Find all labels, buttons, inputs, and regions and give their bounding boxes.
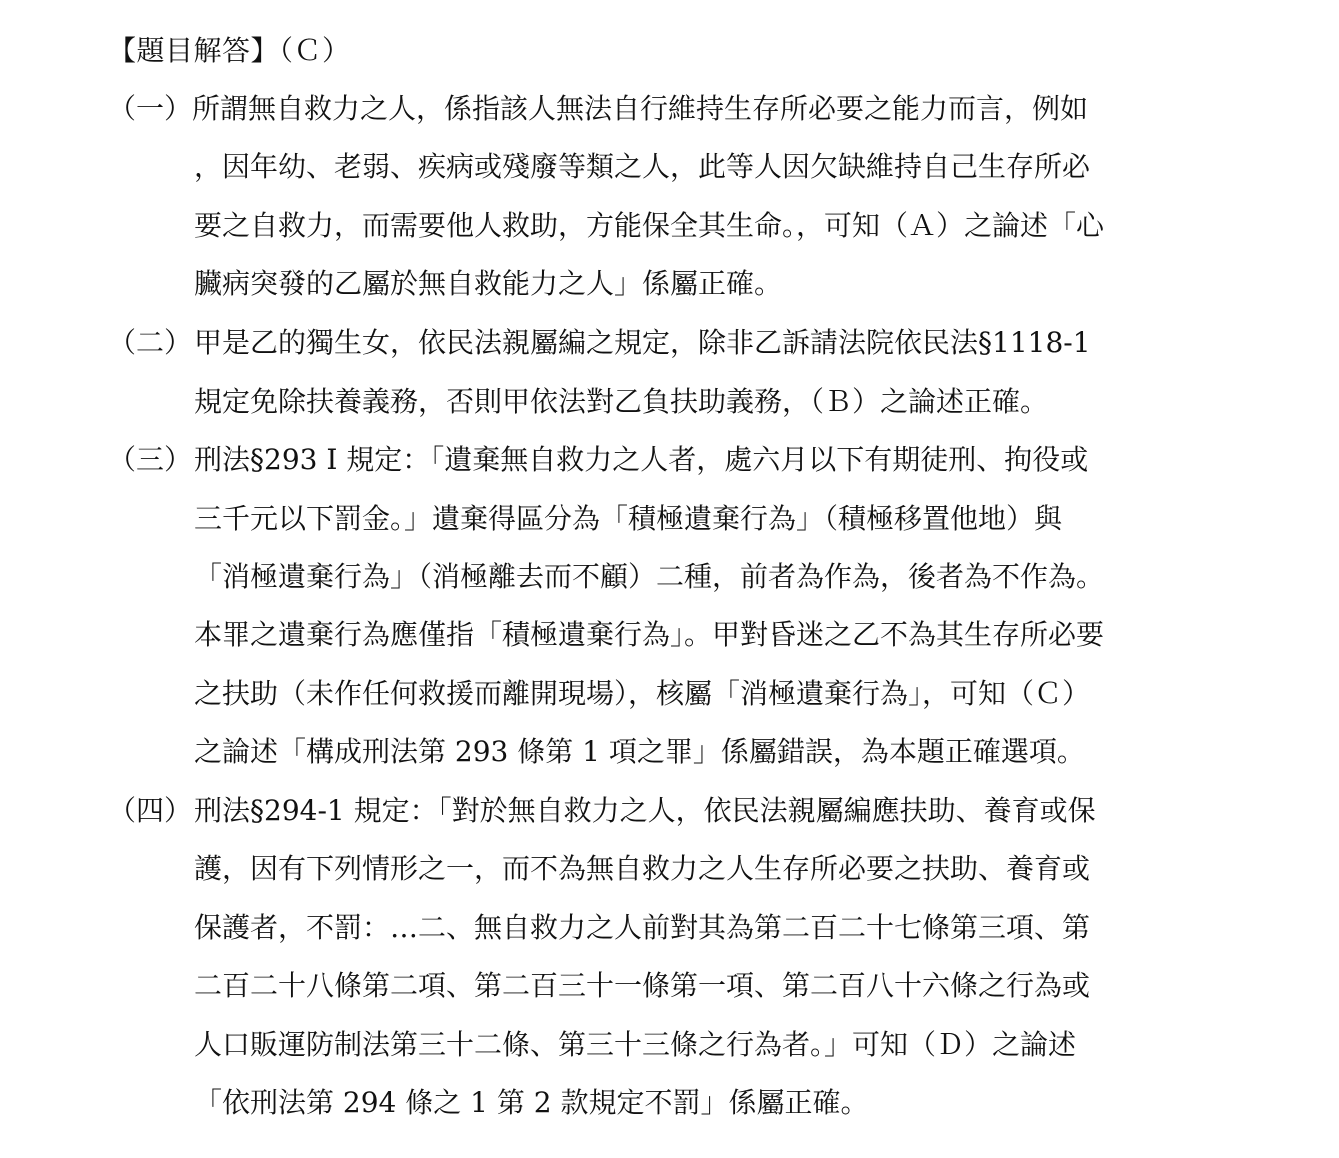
section-4-line-6: 「依刑法第 294 條之 1 第 2 款規定不罰」係屬正確。 xyxy=(194,1086,869,1119)
section-1-marker: （一） xyxy=(108,92,193,125)
section-3-line-5: 之扶助（未作任何救援而離開現場），核屬「消極遺棄行為」，可知（Ｃ） xyxy=(194,677,1091,710)
section-3-line-4: 本罪之遺棄行為應僅指「積極遺棄行為」。甲對昏迷之乙不為其生存所必要 xyxy=(194,618,1105,651)
section-1-line-1: 所謂無自救力之人，係指該人無法自行維持生存所必要之能力而言，例如 xyxy=(192,92,1089,125)
section-2-marker: （二） xyxy=(108,326,193,359)
section-3-line-2: 三千元以下罰金。」遺棄得區分為「積極遺棄行為」（積極移置他地）與 xyxy=(194,502,1063,535)
section-3-line-3: 「消極遺棄行為」（消極離去而不顧）二種，前者為作為，後者為不作為。 xyxy=(194,560,1105,593)
section-4-line-5: 人口販運防制法第三十二條、第三十三條之行為者。」可知（Ｄ）之論述 xyxy=(194,1028,1077,1061)
section-3-line-1: 刑法§293 I 規定：「遺棄無自救力之人者，處六月以下有期徒刑、拘役或 xyxy=(194,443,1089,476)
section-1-line-4: 臟病突發的乙屬於無自救能力之人」係屬正確。 xyxy=(194,267,783,300)
section-4-marker: （四） xyxy=(108,794,193,827)
section-4-line-4: 二百二十八條第二項、第二百三十一條第一項、第二百八十六條之行為或 xyxy=(194,969,1091,1002)
section-4-line-2: 護，因有下列情形之一，而不為無自救力之人生存所必要之扶助、養育或 xyxy=(194,852,1091,885)
answer-title: 【題目解答】（Ｃ） xyxy=(108,34,351,67)
section-3-marker: （三） xyxy=(108,443,193,476)
section-3-line-6: 之論述「構成刑法第 293 條第 1 項之罪」係屬錯誤，為本題正確選項。 xyxy=(194,735,1085,768)
section-2-line-2: 規定免除扶養義務，否則甲依法對乙負扶助義務，（Ｂ）之論述正確。 xyxy=(194,385,1049,418)
section-4-line-1: 刑法§294-1 規定：「對於無自救力之人，依民法親屬編應扶助、養育或保 xyxy=(194,794,1096,827)
section-1-line-3: 要之自救力，而需要他人救助，方能保全其生命。，可知（Ａ）之論述「心 xyxy=(194,209,1105,242)
section-2-line-1: 甲是乙的獨生女，依民法親屬編之規定，除非乙訴請法院依民法§1118-1 xyxy=(194,326,1091,359)
section-1-line-2: ，因年幼、老弱、疾病或殘廢等類之人，此等人因欠缺維持自己生存所必 xyxy=(194,150,1091,183)
section-4-line-3: 保護者，不罰：…二、無自救力之人前對其為第二百二十七條第三項、第 xyxy=(194,911,1091,944)
